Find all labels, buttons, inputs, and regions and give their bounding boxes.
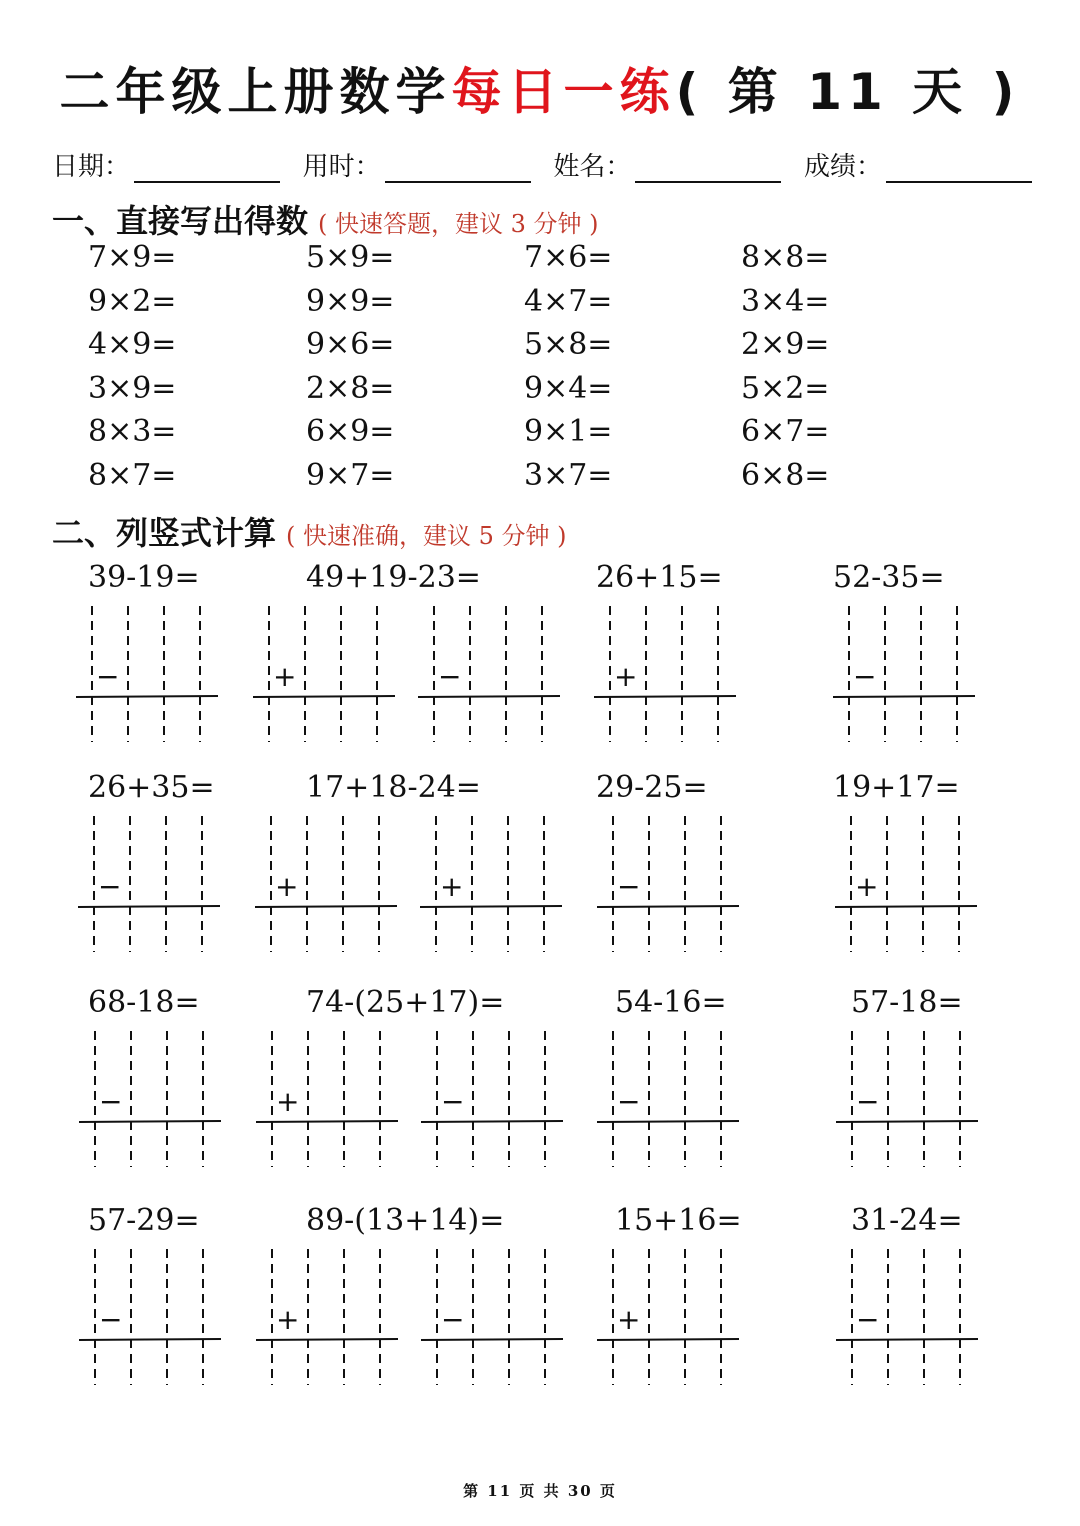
operator-sign: −: [853, 660, 877, 693]
section2-hint: ( 快速准确，建议 5 分钟 ): [286, 522, 567, 550]
mul-problem: 7×9=: [88, 240, 177, 275]
result-line: [420, 906, 562, 907]
mul-problem: 7×6=: [524, 240, 613, 275]
vertical-problem: 52-35=: [833, 560, 945, 595]
mul-problem: 2×9=: [741, 327, 830, 363]
vertical-problem: 49+19-23=: [306, 560, 481, 595]
operator-sign: −: [617, 870, 641, 903]
result-line: [418, 696, 560, 697]
operator-sign: +: [617, 1303, 641, 1336]
result-line: [78, 906, 220, 907]
operator-sign: −: [856, 1085, 880, 1118]
mul-problem: 9×6=: [306, 327, 395, 363]
mul-problem: 8×7=: [88, 458, 177, 493]
mul-problem: 4×9=: [88, 327, 177, 363]
vertical-problem: 29-25=: [596, 770, 708, 805]
operator-sign: −: [96, 660, 120, 693]
result-line: [79, 1121, 221, 1122]
result-line: [255, 906, 397, 907]
result-line: [833, 696, 975, 697]
mul-problem: 2×8=: [306, 370, 395, 406]
vertical-problem: 15+16=: [615, 1203, 742, 1238]
mul-problem: 3×4=: [741, 283, 830, 319]
vertical-problem: 31-24=: [851, 1203, 963, 1238]
vertical-problem: 68-18=: [88, 985, 200, 1020]
mul-problem: 8×8=: [741, 240, 830, 275]
mul-problem: 3×9=: [88, 370, 177, 406]
result-line: [256, 1121, 398, 1122]
vertical-problem: 39-19=: [88, 560, 200, 595]
operator-sign: +: [440, 870, 464, 903]
result-line: [597, 1339, 739, 1340]
result-line: [256, 1339, 398, 1340]
mul-problem: 9×7=: [306, 458, 395, 493]
vertical-problem: 57-18=: [851, 985, 963, 1020]
result-line: [79, 1339, 221, 1340]
result-line: [597, 1121, 739, 1122]
title-tail: ( 第 11 天 ): [675, 63, 1021, 121]
vertical-problem: 57-29=: [88, 1203, 200, 1238]
operator-sign: −: [441, 1303, 465, 1336]
operator-sign: −: [856, 1303, 880, 1336]
mul-problem: 5×9=: [306, 240, 395, 275]
vertical-problem: 54-16=: [615, 985, 727, 1020]
operator-sign: +: [275, 870, 299, 903]
result-line: [76, 696, 218, 697]
result-line: [594, 696, 736, 697]
vertical-problem: 26+35=: [88, 770, 215, 805]
result-line: [835, 906, 977, 907]
mul-problem: 3×7=: [524, 458, 613, 493]
mul-problem: 4×7=: [524, 283, 613, 319]
mul-problem: 6×7=: [741, 414, 830, 450]
operator-sign: +: [855, 870, 879, 903]
operator-sign: −: [99, 1303, 123, 1336]
operator-sign: −: [99, 1085, 123, 1118]
section1-title: 一、直接写出得数: [52, 202, 309, 240]
name-label: 姓名：: [553, 152, 632, 182]
vertical-problem: 89-(13+14)=: [306, 1203, 505, 1238]
operator-sign: −: [617, 1085, 641, 1118]
mul-problem: 9×2=: [88, 283, 177, 319]
result-line: [253, 696, 395, 697]
result-line: [836, 1339, 978, 1340]
section2-title: 二、列竖式计算: [52, 514, 277, 552]
result-line: [836, 1121, 978, 1122]
mul-problem: 6×8=: [741, 458, 830, 493]
result-line: [597, 906, 739, 907]
operator-sign: +: [276, 1085, 300, 1118]
title-black: 二年级上册数学: [59, 63, 452, 121]
result-line: [421, 1121, 563, 1122]
vertical-problem: 19+17=: [833, 770, 960, 805]
mul-problem: 6×9=: [306, 414, 395, 450]
vertical-problem: 26+15=: [596, 560, 723, 595]
operator-sign: −: [438, 660, 462, 693]
vertical-problem: 74-(25+17)=: [306, 985, 505, 1020]
section1-hint: ( 快速答题，建议 3 分钟 ): [318, 210, 599, 238]
page-footer: 第 11 页 共 30 页: [463, 1482, 617, 1500]
vertical-problem: 17+18-24=: [306, 770, 481, 805]
date-label: 日期：: [52, 152, 131, 182]
mul-problem: 8×3=: [88, 414, 177, 450]
mul-problem: 9×1=: [524, 414, 613, 450]
title-red: 每日一练: [451, 63, 676, 121]
operator-sign: −: [98, 870, 122, 903]
mul-problem: 5×8=: [524, 327, 613, 363]
score-label: 成绩：: [803, 152, 882, 182]
operator-sign: +: [276, 1303, 300, 1336]
mul-problem: 9×4=: [524, 370, 613, 406]
operator-sign: +: [614, 660, 638, 693]
time-label: 用时：: [302, 152, 381, 182]
result-line: [421, 1339, 563, 1340]
operator-sign: −: [441, 1085, 465, 1118]
mul-problem: 9×9=: [306, 283, 395, 319]
mul-problem: 5×2=: [741, 370, 830, 406]
operator-sign: +: [273, 660, 297, 693]
